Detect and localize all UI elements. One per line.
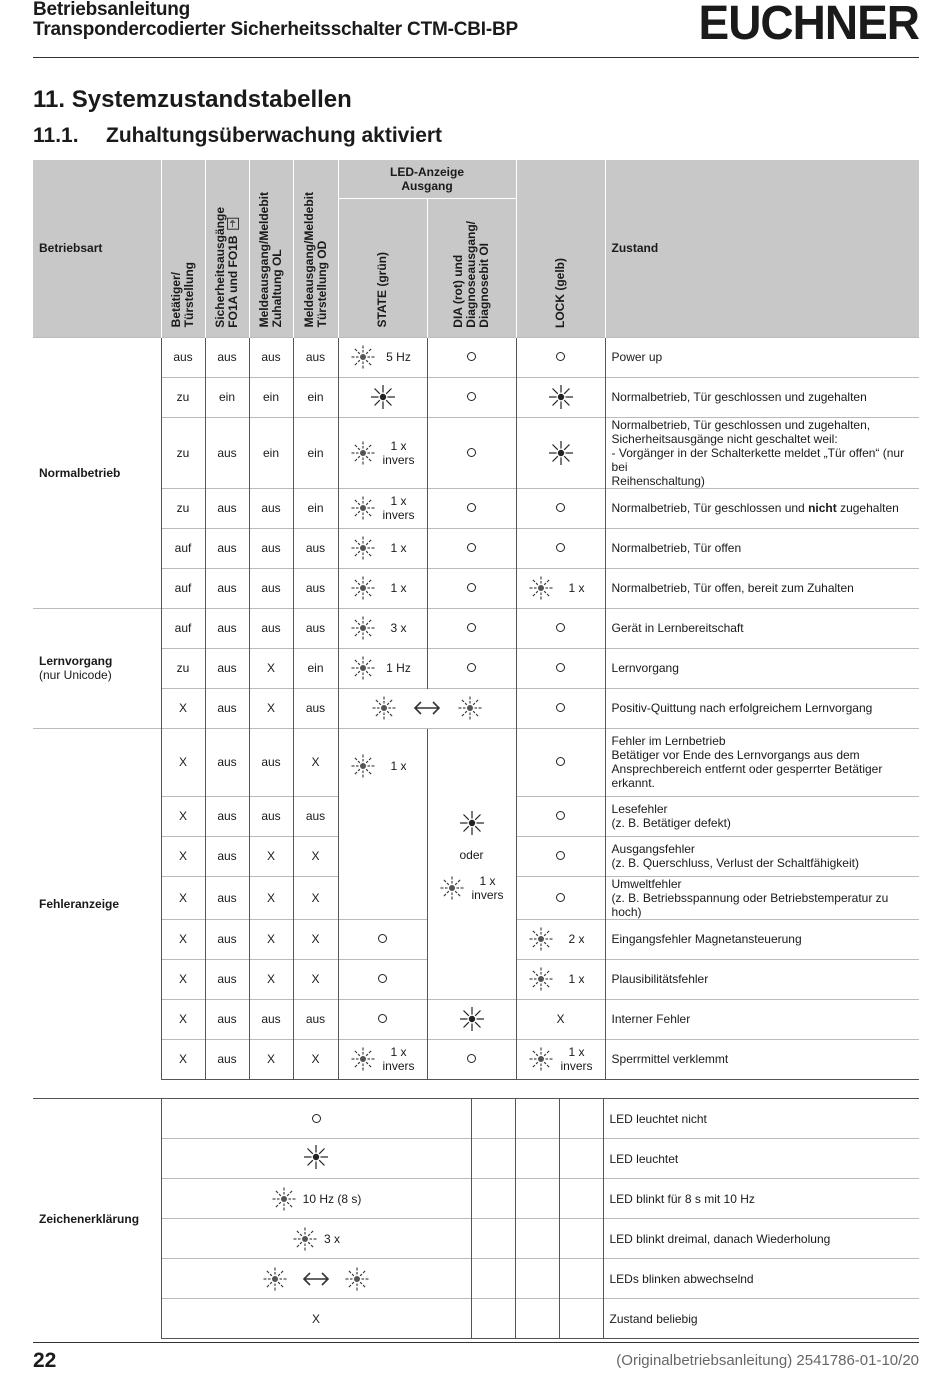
led-blink-icon: [350, 535, 376, 561]
led-off-icon: [556, 663, 565, 672]
legend-title: Zeichenerklärung: [33, 1099, 161, 1339]
header-line-2: Transpondercodierter Sicherheitsschalter CTM-CBI-BP: [33, 19, 518, 40]
blink-pattern: 1 x: [568, 972, 585, 986]
cell-lock: [516, 648, 605, 688]
led-on-icon: [459, 815, 485, 829]
cell-ol: X: [249, 688, 293, 728]
cell-dia: [427, 728, 516, 796]
cell-b: X: [161, 1039, 205, 1079]
cell-b: aus: [161, 337, 205, 377]
cell-state: [338, 728, 427, 919]
cell-lock: X: [516, 999, 605, 1039]
cell-zustand: Power up: [605, 337, 919, 377]
group-normalbetrieb: Normalbetrieb: [33, 337, 161, 608]
led-blink-icon: [528, 1046, 554, 1072]
subsection-text: Zuhaltungsüberwachung aktiviert: [106, 124, 443, 147]
cell-s: aus: [205, 796, 249, 836]
cell-b: X: [161, 959, 205, 999]
cell-state: [338, 919, 427, 959]
led-blink-icon: [262, 1266, 288, 1292]
cell-zustand: Normalbetrieb, Tür geschlossen und zugehalten, Sicherheitsausgänge nicht geschaltet weil: - Vorgänger in der Schalterkette meldet „Tür offen“ (nur bei Reihenschaltung): [605, 417, 919, 488]
cell-ol: X: [249, 876, 293, 919]
cell-ol: X: [249, 1039, 293, 1079]
subsection-number: 11.1.: [33, 124, 79, 147]
cell-od: aus: [293, 688, 338, 728]
cell-state: [338, 959, 427, 999]
cell-od: aus: [293, 528, 338, 568]
led-blink-icon: [344, 1266, 370, 1292]
cell-dia: [427, 528, 516, 568]
oder-label: oder: [459, 848, 484, 862]
cell-zustand: Plausibilitätsfehler: [605, 959, 919, 999]
cell-s: aus: [205, 1039, 249, 1079]
legend-symbol-any: X: [161, 1299, 471, 1339]
header-lock: LOCK (gelb): [516, 160, 605, 337]
cell-s: aus: [205, 568, 249, 608]
cell-b: auf: [161, 528, 205, 568]
led-blink-icon: [350, 655, 376, 681]
led-off-icon: [467, 1054, 476, 1063]
blink-pattern: 1 x invers: [382, 438, 415, 467]
table-row: [33, 688, 919, 728]
header-meldeausgang-od: Meldeausgang/Meldebit Türstellung OD: [293, 160, 338, 337]
cell-s: aus: [205, 836, 249, 876]
header-rule: [33, 57, 919, 58]
blink-pattern: 1 x: [568, 581, 585, 595]
led-blink-icon: [292, 1226, 318, 1252]
led-blink-icon: [528, 926, 554, 952]
cell-zustand: Positiv-Quittung nach erfolgreichem Lernvorgang: [605, 688, 919, 728]
cell-ol: aus: [249, 608, 293, 648]
table-row: [33, 337, 919, 377]
cell-lock: [516, 876, 605, 919]
cell-b: zu: [161, 648, 205, 688]
led-blink-icon: [350, 753, 376, 779]
cell-od: aus: [293, 337, 338, 377]
legend-table: [33, 1098, 919, 1339]
cell-zustand: Lernvorgang: [605, 648, 919, 688]
led-off-icon: [467, 352, 476, 361]
blink-pattern: 1 x invers: [471, 874, 504, 902]
cell-b: X: [161, 919, 205, 959]
cell-od: ein: [293, 377, 338, 417]
cell-zustand: Normalbetrieb, Tür geschlossen und zugehalten: [605, 377, 919, 417]
header-zustand: Zustand: [605, 160, 919, 337]
cell-zustand: Ausgangsfehler (z. B. Querschluss, Verlust der Schaltfähigkeit): [605, 836, 919, 876]
cell-zustand: Umweltfehler (z. B. Betriebsspannung oder Betriebstemperatur zu hoch): [605, 876, 919, 919]
safety-output-icon: ⏚: [228, 219, 237, 228]
led-off-icon: [556, 757, 565, 766]
cell-od: ein: [293, 488, 338, 528]
cell-state: [338, 648, 427, 688]
document-header: [33, 0, 573, 40]
led-blink-icon: [350, 344, 376, 370]
cell-od: X: [293, 919, 338, 959]
legend-text: LEDs blinken abwechselnd: [603, 1259, 919, 1299]
legend-symbol-off: [161, 1099, 471, 1139]
header-meldeausgang-ol: Meldeausgang/Meldebit Zuhaltung OL: [249, 160, 293, 337]
cell-b: X: [161, 796, 205, 836]
cell-b: zu: [161, 377, 205, 417]
cell-lock: [516, 608, 605, 648]
cell-lock: [516, 1039, 605, 1079]
cell-zustand: Interner Fehler: [605, 999, 919, 1039]
table-row: [33, 999, 919, 1039]
cell-od: aus: [293, 999, 338, 1039]
cell-b: zu: [161, 417, 205, 488]
cell-s: aus: [205, 919, 249, 959]
cell-zustand: Eingangsfehler Magnetansteuerung: [605, 919, 919, 959]
led-blink-icon: [350, 575, 376, 601]
led-blink-icon: [528, 966, 554, 992]
cell-state: [338, 568, 427, 608]
blink-pattern: 1 x: [390, 581, 407, 595]
blink-pattern: 1 x: [390, 758, 407, 773]
legend-symbol-3x: 3 x: [161, 1219, 471, 1259]
table-row: [33, 568, 919, 608]
led-blink-icon: [271, 1186, 297, 1212]
cell-state: [338, 1039, 427, 1079]
cell-dia: [427, 999, 516, 1039]
cell-od: aus: [293, 796, 338, 836]
blink-pattern: 1 x invers: [560, 1045, 593, 1073]
table-row: [33, 417, 919, 488]
led-off-icon: [378, 974, 387, 983]
led-off-icon: [556, 503, 565, 512]
blink-pattern: 1 x: [390, 541, 407, 555]
legend-text: LED blinkt für 8 s mit 10 Hz: [603, 1179, 919, 1219]
header-sicherheitsausgaenge: Sicherheitsausgänge FO1A und FO1B ⏚: [205, 160, 249, 337]
cell-ol: aus: [249, 796, 293, 836]
led-off-icon: [467, 543, 476, 552]
led-off-icon: [467, 392, 476, 401]
led-blink-icon: [457, 695, 483, 721]
cell-s: aus: [205, 876, 249, 919]
table-row: [33, 796, 919, 836]
table-row: [33, 377, 919, 417]
led-on-icon: [303, 1144, 329, 1170]
cell-lock: [516, 796, 605, 836]
table-row: [33, 1039, 919, 1079]
cell-zustand: Normalbetrieb, Tür offen: [605, 528, 919, 568]
section-title: 11. Systemzustandstabellen: [33, 86, 352, 113]
table-row: [33, 728, 919, 796]
cell-lock: [516, 959, 605, 999]
led-blink-icon: [350, 615, 376, 641]
led-off-icon: [378, 934, 387, 943]
cell-b: X: [161, 728, 205, 796]
cell-ol: X: [249, 919, 293, 959]
cell-dia: [427, 417, 516, 488]
led-off-icon: [467, 583, 476, 592]
cell-od: X: [293, 836, 338, 876]
cell-od: aus: [293, 568, 338, 608]
cell-lock: [516, 377, 605, 417]
cell-dia: [427, 377, 516, 417]
table-row: [33, 488, 919, 528]
cell-zustand: Normalbetrieb, Tür offen, bereit zum Zuhalten: [605, 568, 919, 608]
blink-pattern: 2 x: [568, 932, 585, 946]
blink-pattern: 3 x: [390, 621, 407, 635]
cell-ol: X: [249, 959, 293, 999]
cell-b: X: [161, 836, 205, 876]
table-row: [33, 528, 919, 568]
cell-dia: [427, 568, 516, 608]
led-off-icon: [467, 503, 476, 512]
alternate-arrow-icon: [302, 1271, 330, 1286]
cell-zustand: Gerät in Lernbereitschaft: [605, 608, 919, 648]
led-blink-icon: [528, 575, 554, 601]
led-off-icon: [467, 448, 476, 457]
cell-s: aus: [205, 648, 249, 688]
blink-pattern: 1 x invers: [382, 494, 415, 522]
cell-od: X: [293, 876, 338, 919]
cell-s: aus: [205, 608, 249, 648]
footer-rule: [33, 1342, 919, 1343]
led-blink-icon: [350, 495, 376, 521]
led-on-icon: [370, 389, 396, 403]
cell-b: auf: [161, 568, 205, 608]
table-row: [33, 608, 919, 648]
table-row: [33, 648, 919, 688]
cell-lock: [516, 417, 605, 488]
led-off-icon: [378, 1014, 387, 1023]
cell-b: X: [161, 688, 205, 728]
header-betriebsart: Betriebsart: [33, 160, 161, 337]
cell-s: aus: [205, 959, 249, 999]
cell-b: X: [161, 876, 205, 919]
cell-dia: [427, 648, 516, 688]
cell-state: [338, 417, 427, 488]
led-off-icon: [467, 623, 476, 632]
cell-ol: aus: [249, 999, 293, 1039]
header-line-1: Betriebsanleitung: [33, 0, 191, 20]
euchner-logo: EUCHNER: [698, 0, 919, 50]
cell-od: ein: [293, 648, 338, 688]
blink-pattern: 5 Hz: [386, 350, 411, 364]
cell-ol: ein: [249, 377, 293, 417]
cell-b: zu: [161, 488, 205, 528]
cell-ol: X: [249, 648, 293, 688]
cell-ol: aus: [249, 488, 293, 528]
led-blink-icon: [350, 1046, 376, 1072]
cell-s: ein: [205, 377, 249, 417]
led-blink-icon: [371, 695, 397, 721]
cell-lock: [516, 568, 605, 608]
cell-dia: [427, 608, 516, 648]
led-off-icon: [556, 703, 565, 712]
cell-od: aus: [293, 608, 338, 648]
cell-state: [338, 608, 427, 648]
cell-lock: [516, 688, 605, 728]
legend-symbol-alternate: [161, 1259, 471, 1299]
cell-s: aus: [205, 417, 249, 488]
cell-ol: aus: [249, 728, 293, 796]
cell-s: aus: [205, 688, 249, 728]
led-blink-icon: [439, 875, 465, 901]
cell-state: [338, 999, 427, 1039]
legend-text: LED leuchtet: [603, 1139, 919, 1179]
cell-b: X: [161, 999, 205, 1039]
header-dia: DIA (rot) und Diagnoseausgang/ Diagnosebit OI: [427, 198, 516, 337]
led-off-icon: [467, 663, 476, 672]
cell-od: X: [293, 728, 338, 796]
cell-od: ein: [293, 417, 338, 488]
led-blink-icon: [350, 440, 376, 466]
cell-zustand: Normalbetrieb, Tür geschlossen und nicht zugehalten: [605, 488, 919, 528]
subsection-title: [33, 124, 442, 148]
cell-ol: aus: [249, 337, 293, 377]
legend-text: LED blinkt dreimal, danach Wiederholung: [603, 1219, 919, 1259]
footer-text: (Originalbetriebsanleitung) 2541786-01-10/20: [616, 1352, 919, 1369]
led-off-icon: [556, 811, 565, 820]
cell-lock: [516, 919, 605, 959]
blink-pattern: 1 Hz: [386, 661, 411, 675]
legend-symbol-10hz: 10 Hz (8 s): [161, 1179, 471, 1219]
cell-state: [338, 528, 427, 568]
led-off-icon: [556, 352, 565, 361]
cell-zustand: Lesefehler (z. B. Betätiger defekt): [605, 796, 919, 836]
led-off-icon: [312, 1114, 321, 1123]
led-on-icon: [548, 445, 574, 459]
legend-text: LED leuchtet nicht: [603, 1099, 919, 1139]
cell-state: [338, 377, 427, 417]
cell-dia: [427, 337, 516, 377]
led-on-icon: [548, 389, 574, 403]
header-state: STATE (grün): [338, 198, 427, 337]
led-off-icon: [556, 623, 565, 632]
cell-dia-merged: [427, 796, 516, 999]
led-off-icon: [556, 893, 565, 902]
cell-lock: [516, 337, 605, 377]
cell-ol: aus: [249, 568, 293, 608]
cell-s: aus: [205, 528, 249, 568]
cell-lock: [516, 488, 605, 528]
legend-text: Zustand beliebig: [603, 1299, 919, 1339]
cell-state: [338, 488, 427, 528]
cell-ol: aus: [249, 528, 293, 568]
cell-zustand: Fehler im Lernbetrieb Betätiger vor Ende des Lernvorgangs aus dem Ansprechbereich entfernt oder gesperrter Betätiger erkannt.: [605, 728, 919, 796]
cell-b: auf: [161, 608, 205, 648]
cell-ol: X: [249, 836, 293, 876]
cell-od: X: [293, 1039, 338, 1079]
cell-lock: [516, 528, 605, 568]
cell-ol: ein: [249, 417, 293, 488]
cell-s: aus: [205, 337, 249, 377]
legend-symbol-on: [161, 1139, 471, 1179]
group-fehleranzeige: Fehleranzeige: [33, 728, 161, 1079]
led-on-icon: [459, 1011, 485, 1025]
cell-lock: [516, 728, 605, 796]
blink-pattern: 1 x invers: [382, 1045, 415, 1073]
led-off-icon: [556, 543, 565, 552]
cell-lock: [516, 836, 605, 876]
cell-dia: [427, 488, 516, 528]
system-state-table: [33, 160, 919, 1080]
led-off-icon: [556, 851, 565, 860]
cell-state: [338, 337, 427, 377]
header-betaetiger: Betätiger/ Türstellung: [161, 160, 205, 337]
page-number: 22: [33, 1349, 57, 1372]
cell-dia: [427, 1039, 516, 1079]
cell-s: aus: [205, 728, 249, 796]
cell-s: aus: [205, 488, 249, 528]
alternate-arrow-icon: [413, 701, 441, 716]
cell-od: X: [293, 959, 338, 999]
cell-s: aus: [205, 999, 249, 1039]
header-led-anzeige: LED-Anzeige Ausgang: [338, 160, 516, 198]
group-lernvorgang: Lernvorgang (nur Unicode): [33, 608, 161, 728]
cell-state: [338, 688, 516, 728]
cell-zustand: Sperrmittel verklemmt: [605, 1039, 919, 1079]
